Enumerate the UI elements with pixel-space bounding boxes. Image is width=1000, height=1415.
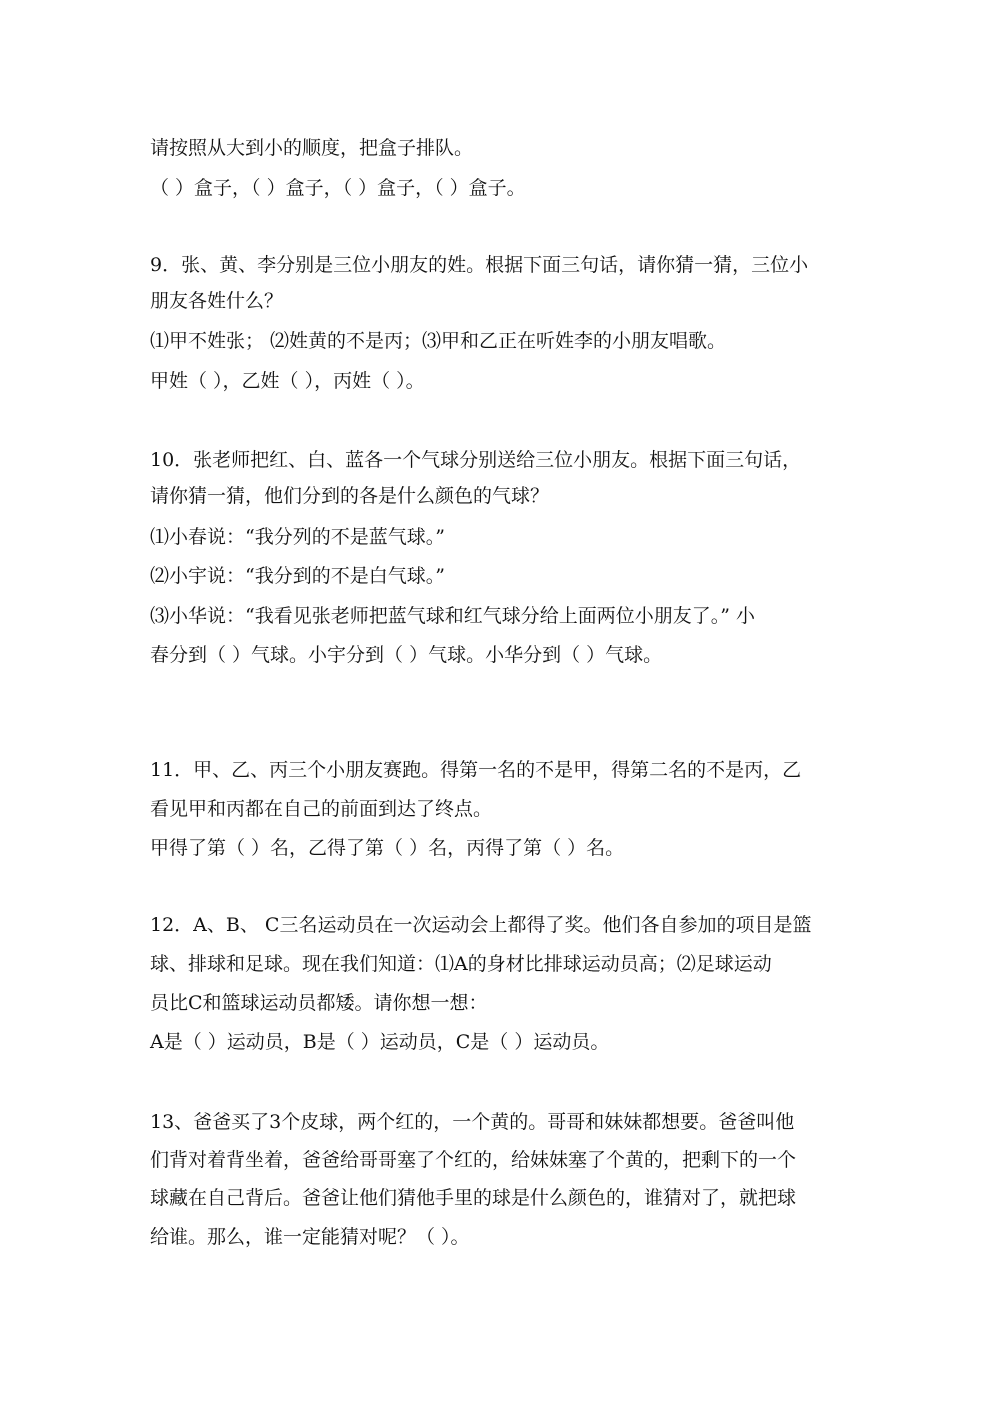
q10-clue-2: ⑵小宇说：“我分到的不是白气球。” (150, 565, 445, 587)
q11-text-line-2: 看见甲和丙都在自己的前面到达了终点。 (150, 798, 493, 820)
q9-clues: ⑴甲不姓张； ⑵姓黄的不是丙；⑶甲和乙正在听姓李的小朋友唱歌。 (150, 330, 727, 352)
answer-sort-boxes: （ ）盒子，（ ）盒子，（ ）盒子，（ ）盒子。 (150, 177, 526, 199)
q13-text-line-1: 13、爸爸买了3个皮球，两个红的，一个黄的。哥哥和妹妹都想要。爸爸叫他 (150, 1111, 795, 1133)
q10-clue-3: ⑶小华说：“我看见张老师把蓝气球和红气球分给上面两位小朋友了。” 小 (150, 605, 755, 627)
q11-answer: 甲得了第（ ）名，乙得了第（ ）名，丙得了第（ ）名。 (150, 837, 625, 859)
q12-answer: A是（ ）运动员，B是（ ）运动员，C是（ ）运动员。 (150, 1031, 610, 1053)
q12-text-line-3: 员比C和篮球运动员都矮。请你想一想： (150, 992, 488, 1014)
q13-text-line-3: 球藏在自己背后。爸爸让他们猜他手里的球是什么颜色的，谁猜对了，就把球 (150, 1187, 797, 1209)
q10-answer: 春分到（ ）气球。小宇分到（ ）气球。小华分到（ ）气球。 (150, 644, 663, 666)
intro-sort-boxes: 请按照从大到小的顺度，把盒子排队。 (150, 137, 474, 159)
q9-text-line-1: 9．张、黄、李分别是三位小朋友的姓。根据下面三句话，请你猜一猜，三位小 (150, 254, 809, 276)
q9-answer: 甲姓（ ），乙姓（ ），丙姓（ ）。 (150, 370, 425, 392)
q12-text-line-2: 球、排球和足球。现在我们知道：⑴A的身材比排球运动员高；⑵足球运动 (150, 953, 772, 975)
q10-clue-1: ⑴小春说：“我分列的不是蓝气球。” (150, 526, 445, 548)
q13-text-line-4: 给谁。那么，谁一定能猜对呢？（ ）。 (150, 1226, 470, 1248)
q10-text-line-2: 请你猜一猜，他们分到的各是什么颜色的气球？ (150, 485, 550, 507)
q9-text-line-2: 朋友各姓什么？ (150, 290, 284, 312)
q13-text-line-2: 们背对着背坐着，爸爸给哥哥塞了个红的，给妹妹塞了个黄的，把剩下的一个 (150, 1149, 797, 1171)
q12-text-line-1: 12．A、B、 C三名运动员在一次运动会上都得了奖。他们各自参加的项目是篮 (150, 914, 812, 936)
q10-text-line-1: 10．张老师把红、白、蓝各一个气球分别送给三位小朋友。根据下面三句话， (150, 449, 802, 471)
q11-text-line-1: 11．甲、乙、丙三个小朋友赛跑。得第一名的不是甲，得第二名的不是丙，乙 (150, 759, 802, 781)
